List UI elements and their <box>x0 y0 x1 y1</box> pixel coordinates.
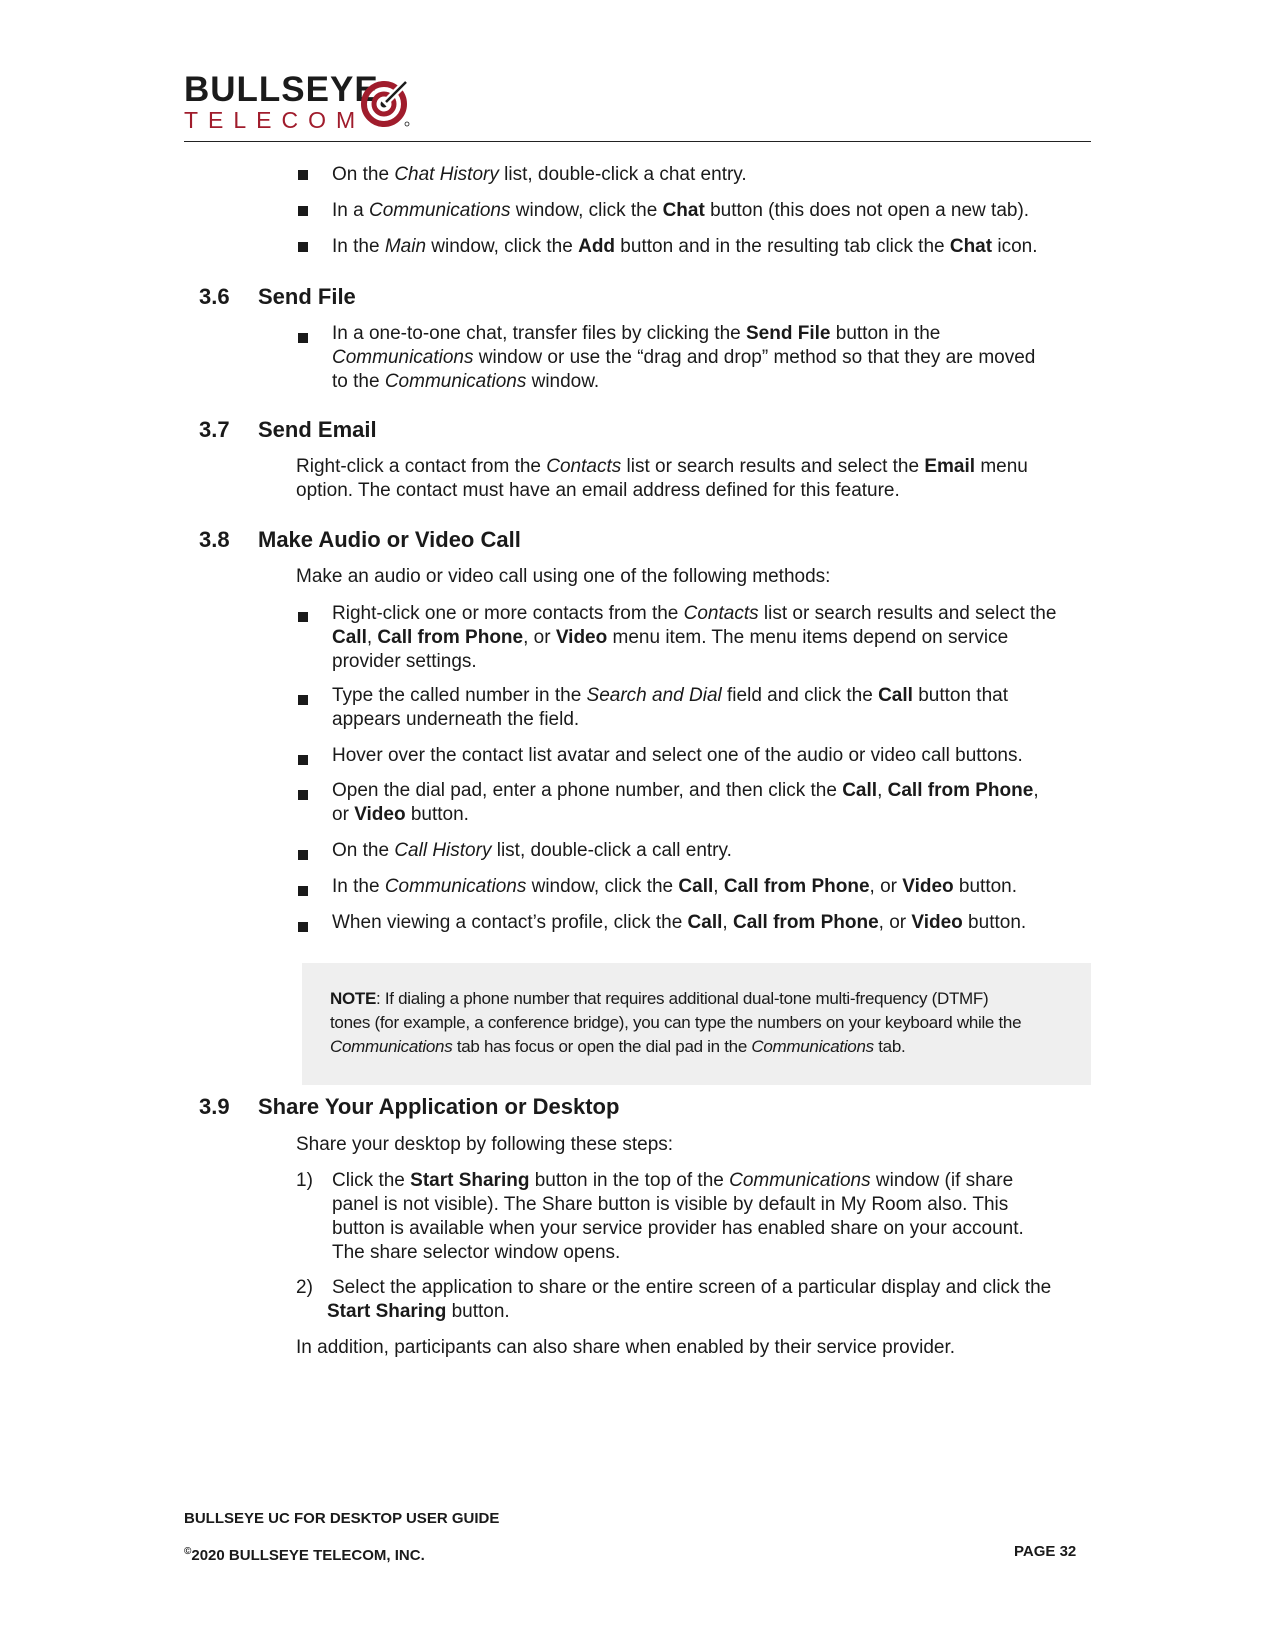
section-title-send-file: Send File <box>258 284 356 309</box>
note-line3: Communications tab has focus or open the dial pad in the Communications tab. <box>330 1037 906 1056</box>
share-step-2-line2: Start Sharing button. <box>327 1301 510 1322</box>
share-step-2-line1: Select the application to share or the entire screen of a particular display and click the <box>332 1277 1052 1298</box>
call-method-1-line3: provider settings. <box>332 651 477 672</box>
bullet-marker <box>298 790 308 800</box>
bullet-marker <box>298 170 308 180</box>
bullet-marker <box>298 850 308 860</box>
share-outro: In addition, participants can also share when enabled by their service provider. <box>296 1337 956 1358</box>
call-method-1-line1: Right-click one or more contacts from the Contacts list or search results and select the <box>332 603 1057 624</box>
bullet-marker <box>298 206 308 216</box>
logo-line2: TELECOM <box>184 107 366 133</box>
bullseye-target-icon <box>360 74 416 130</box>
footer-page-number: PAGE 32 <box>1014 1543 1077 1560</box>
send-file-bullet-line3: to the Communications window. <box>332 371 600 392</box>
step-number-1: 1) <box>296 1170 313 1191</box>
note-line2: tones (for example, a conference bridge), you can type the numbers on your keyboard while the <box>330 1013 1022 1032</box>
bullet-marker <box>298 755 308 765</box>
share-step-1-line2: panel is not visible). The Share button is visible by default in My Room also. This <box>332 1194 1009 1215</box>
step-number-2: 2) <box>296 1277 313 1298</box>
section-title-send-email: Send Email <box>258 417 377 442</box>
bullet-marker <box>298 612 308 622</box>
section-number-3-7: 3.7 <box>199 417 230 442</box>
intro-bullet-1: On the Chat History list, double-click a chat entry. <box>332 164 747 185</box>
send-file-bullet-line2: Communications window or use the “drag and drop” method so that they are moved <box>332 347 1036 368</box>
share-step-1-line3: button is available when your service provider has enabled share on your account. <box>332 1218 1024 1239</box>
call-method-5: On the Call History list, double-click a call entry. <box>332 840 732 861</box>
share-step-1-line1: Click the Start Sharing button in the top of the Communications window (if share <box>332 1170 1014 1191</box>
bullet-marker <box>298 333 308 343</box>
share-intro: Share your desktop by following these steps: <box>296 1134 674 1155</box>
call-method-6: In the Communications window, click the Call, Call from Phone, or Video button. <box>332 876 1018 897</box>
section-title-share-desktop: Share Your Application or Desktop <box>258 1094 620 1119</box>
call-method-4-line2: or Video button. <box>332 804 469 825</box>
note-line1: NOTE: If dialing a phone number that requires additional dual-tone multi-frequency (DTMF) <box>330 989 989 1008</box>
section-number-3-9: 3.9 <box>199 1094 230 1119</box>
section-number-3-6: 3.6 <box>199 284 230 309</box>
send-email-line1: Right-click a contact from the Contacts list or search results and select the Email menu <box>296 456 1028 477</box>
bullet-marker <box>298 922 308 932</box>
footer-copyright: ©2020 BULLSEYE TELECOM, INC. <box>184 1546 425 1564</box>
bullseye-telecom-logo <box>184 72 444 134</box>
bullet-marker <box>298 242 308 252</box>
send-file-bullet-line1: In a one-to-one chat, transfer files by clicking the Send File button in the <box>332 323 941 344</box>
audio-video-intro: Make an audio or video call using one of the following methods: <box>296 566 831 587</box>
bullet-marker <box>298 695 308 705</box>
note-text <box>330 987 1070 1059</box>
call-method-3: Hover over the contact list avatar and select one of the audio or video call buttons. <box>332 745 1023 766</box>
footer-guide-title: BULLSEYE UC FOR DESKTOP USER GUIDE <box>184 1510 500 1527</box>
share-step-1-line4: The share selector window opens. <box>332 1242 621 1263</box>
copyright-symbol: © <box>184 1546 192 1557</box>
call-method-2-line2: appears underneath the field. <box>332 709 580 730</box>
intro-bullet-3: In the Main window, click the Add button and in the resulting tab click the Chat icon. <box>332 236 1038 257</box>
call-method-2-line1: Type the called number in the Search and Dial field and click the Call button that <box>332 685 1008 706</box>
send-email-line2: option. The contact must have an email address defined for this feature. <box>296 480 900 501</box>
header-divider <box>184 141 1091 142</box>
logo-line1: BULLSEYE <box>184 70 379 109</box>
call-method-4-line1: Open the dial pad, enter a phone number, and then click the Call, Call from Phone, <box>332 780 1039 801</box>
intro-bullet-2: In a Communications window, click the Chat button (this does not open a new tab). <box>332 200 1030 221</box>
call-method-7: When viewing a contact’s profile, click the Call, Call from Phone, or Video button. <box>332 912 1027 933</box>
section-title-audio-video-call: Make Audio or Video Call <box>258 527 521 552</box>
call-method-1-line2: Call, Call from Phone, or Video menu item. The menu items depend on service <box>332 627 1009 648</box>
section-number-3-8: 3.8 <box>199 527 230 552</box>
bullet-marker <box>298 886 308 896</box>
